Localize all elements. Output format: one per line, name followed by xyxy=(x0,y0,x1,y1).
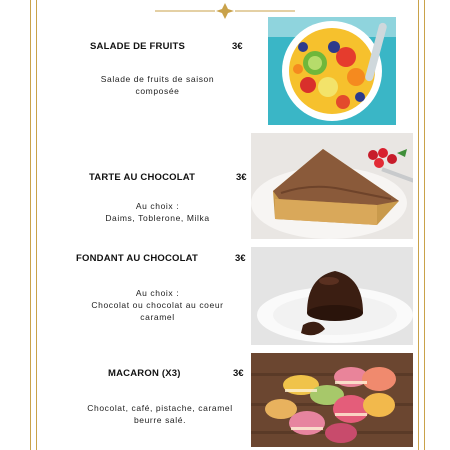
item-price-macaron: 3€ xyxy=(233,368,244,379)
desc-line: Chocolat ou chocolat au coeur xyxy=(91,300,224,310)
fruit-salad-image xyxy=(268,17,396,125)
desc-line: Au choix : xyxy=(135,288,180,298)
item-desc-macaron xyxy=(44,402,276,426)
item-name-macaron: MACARON (X3) xyxy=(108,368,181,379)
right-border-inner xyxy=(418,0,419,450)
desc-line: Au choix : xyxy=(135,201,180,211)
macarons-image xyxy=(251,353,413,447)
item-desc-fondant xyxy=(45,287,270,323)
left-border-outer xyxy=(30,0,31,450)
item-name-salade: SALADE DE FRUITS xyxy=(90,41,186,52)
desc-line: Salade de fruits de saison xyxy=(100,74,215,84)
desc-line: beurre salé. xyxy=(133,415,187,425)
item-name-fondant: FONDANT AU CHOCOLAT xyxy=(76,253,199,264)
item-name-tarte: TARTE AU CHOCOLAT xyxy=(89,172,196,183)
item-desc-tarte xyxy=(55,200,260,224)
desc-line: caramel xyxy=(140,312,175,322)
chocolate-fondant-image xyxy=(251,247,413,345)
item-desc-salade xyxy=(55,73,260,97)
item-price-fondant: 3€ xyxy=(235,253,246,264)
item-price-tarte: 3€ xyxy=(236,172,247,183)
item-price-salade: 3€ xyxy=(232,41,243,52)
chocolate-tart-image xyxy=(251,133,413,239)
desc-line: Daims, Toblerone, Milka xyxy=(105,213,210,223)
left-border-inner xyxy=(36,0,37,450)
right-border-outer xyxy=(424,0,425,450)
desc-line: composée xyxy=(135,86,180,96)
desc-line: Chocolat, café, pistache, caramel xyxy=(87,403,233,413)
